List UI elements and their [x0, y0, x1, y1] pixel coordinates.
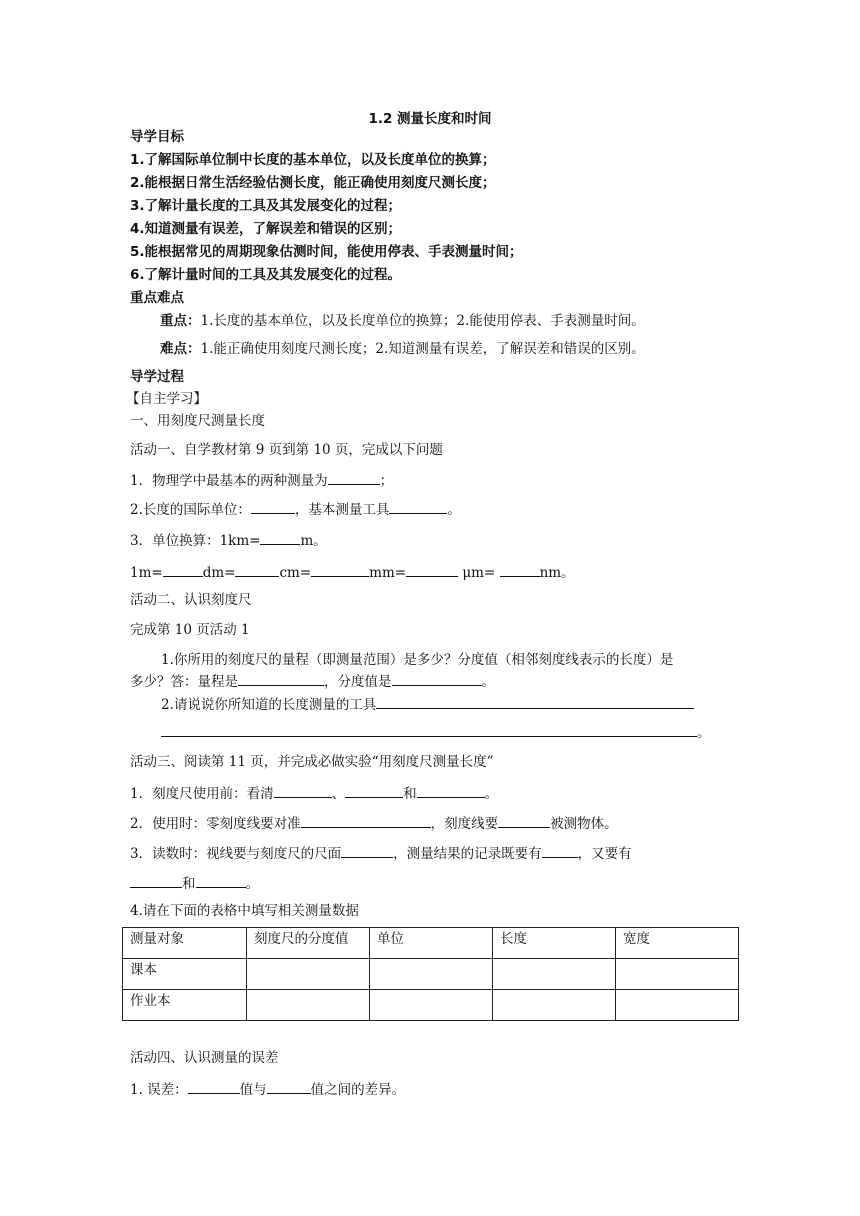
question-text: 2.长度的国际单位： — [130, 502, 251, 518]
question-text: nm。 — [539, 565, 575, 581]
answer-blank[interactable] — [130, 873, 182, 888]
answer-blank[interactable] — [238, 671, 324, 686]
question-text: 2．使用时：零刻度线要对准 — [130, 816, 301, 832]
table-cell: 作业本 — [123, 990, 247, 1021]
difficulty-label: 难点： — [160, 341, 201, 357]
question-text: 和 — [403, 786, 417, 802]
question-line — [130, 1079, 405, 1099]
question-text: dm= — [202, 565, 236, 581]
process-heading: 导学过程 — [130, 369, 184, 385]
table-header-cell: 长度 — [493, 928, 616, 959]
question-text: ，测量结果的记录既要有 — [393, 846, 542, 862]
answer-blank[interactable] — [341, 843, 393, 858]
answer-blank[interactable] — [328, 470, 380, 485]
table-row — [123, 959, 739, 990]
goal-item: 4.知道测量有误差，了解误差和错误的区别； — [130, 221, 402, 237]
table-header-cell: 测量对象 — [123, 928, 247, 959]
question-text: 多少？答：量程是 — [130, 674, 238, 690]
answer-blank[interactable] — [542, 843, 578, 858]
focus-text: 1.长度的基本单位，以及长度单位的换算；2.能使用停表、手表测量时间。 — [200, 313, 645, 329]
key-heading: 重点难点 — [130, 290, 184, 306]
question-text: 1. 误差： — [130, 1082, 188, 1098]
question-text: ； — [379, 473, 394, 489]
question-text: 3．单位换算：1km= — [130, 533, 261, 549]
answer-blank[interactable] — [188, 1079, 240, 1094]
activity-title: 活动三、阅读第 11 页，并完成必做实验“用刻度尺测量长度” — [130, 754, 494, 770]
activity-subtitle: 完成第 10 页活动 1 — [130, 622, 250, 638]
answer-blank[interactable] — [345, 783, 403, 798]
answer-blank[interactable] — [251, 499, 295, 514]
question-text: 。 — [484, 786, 499, 802]
answer-blank[interactable] — [161, 722, 697, 737]
difficulty-text: 1.能正确使用刻度尺测长度；2.知道测量有误差，了解误差和错误的区别。 — [200, 341, 645, 357]
answer-blank[interactable] — [274, 783, 332, 798]
activity-title: 活动二、认识刻度尺 — [130, 592, 252, 608]
answer-blank[interactable] — [235, 562, 279, 577]
question-text: ，基本测量工具 — [294, 502, 390, 518]
answer-blank[interactable] — [392, 671, 482, 686]
answer-blank[interactable] — [267, 1079, 311, 1094]
question-text: 。 — [697, 725, 711, 741]
table-cell[interactable] — [616, 990, 739, 1021]
focus-line — [160, 312, 645, 330]
question-text: ，分度值是 — [324, 674, 392, 690]
question-line — [130, 562, 575, 582]
table-header-cell: 宽度 — [616, 928, 739, 959]
answer-blank[interactable] — [417, 783, 485, 798]
answer-blank[interactable] — [301, 813, 431, 828]
table-cell: 课本 — [123, 959, 247, 990]
question-line — [161, 722, 711, 742]
table-header-cell: 刻度尺的分度值 — [247, 928, 370, 959]
table-cell[interactable] — [493, 959, 616, 990]
answer-blank[interactable] — [311, 562, 369, 577]
question-text: 。 — [481, 674, 495, 690]
table-cell[interactable] — [616, 959, 739, 990]
question-text: 1．物理学中最基本的两种测量为 — [130, 473, 328, 489]
table-header-cell: 单位 — [370, 928, 493, 959]
question-text: ，刻度线要 — [430, 816, 499, 832]
activity-title: 活动四、认识测量的误差 — [130, 1050, 279, 1066]
question-line — [130, 530, 327, 550]
table-header-row — [123, 928, 739, 959]
goal-item: 6.了解计量时间的工具及其发展变化的过程。 — [130, 267, 402, 283]
question-text: 2.请说说你所知道的长度测量的工具 — [161, 697, 377, 713]
question-line — [130, 783, 498, 803]
table-cell[interactable] — [370, 990, 493, 1021]
question-line — [161, 694, 694, 714]
goals-heading: 导学目标 — [130, 129, 184, 145]
activity-title: 活动一、自学教材第 9 页到第 10 页，完成以下问题 — [130, 442, 443, 458]
question-text: cm= — [279, 565, 312, 581]
question-text: μm= — [458, 565, 500, 581]
focus-label: 重点： — [160, 313, 201, 329]
answer-blank[interactable] — [376, 694, 694, 709]
answer-blank[interactable] — [260, 530, 300, 545]
answer-blank[interactable] — [389, 499, 447, 514]
page-title: 1.2 测量长度和时间 — [368, 111, 492, 127]
table-cell[interactable] — [493, 990, 616, 1021]
question-line: 1.你所用的刻度尺的量程（即测量范围）是多少？分度值（相邻刻度线表示的长度）是 — [161, 652, 674, 668]
answer-blank[interactable] — [163, 562, 203, 577]
question-line: 4.请在下面的表格中填写相关测量数据 — [130, 903, 359, 919]
section-heading: 一、用刻度尺测量长度 — [130, 413, 265, 429]
question-text: 值与 — [239, 1082, 267, 1098]
answer-blank[interactable] — [406, 562, 458, 577]
question-text: 被测物体。 — [550, 816, 618, 832]
answer-blank[interactable] — [500, 562, 540, 577]
goal-item: 3.了解计量长度的工具及其发展变化的过程； — [130, 198, 402, 214]
self-study-heading: 【自主学习】 — [126, 391, 207, 407]
goal-item: 2.能根据日常生活经验估测长度，能正确使用刻度尺测长度； — [130, 175, 496, 191]
table-cell[interactable] — [247, 990, 370, 1021]
question-text: 、 — [331, 786, 346, 802]
question-text: ，又要有 — [577, 846, 632, 862]
question-text: 。 — [245, 876, 259, 892]
table-row — [123, 990, 739, 1021]
question-text: 。 — [447, 502, 461, 518]
answer-blank[interactable] — [196, 873, 246, 888]
question-line — [130, 499, 461, 519]
difficulty-line — [160, 340, 645, 358]
question-line — [130, 470, 393, 490]
goal-item: 1.了解国际单位制中长度的基本单位，以及长度单位的换算； — [130, 152, 496, 168]
question-text: 3．读数时：视线要与刻度尺的尺面 — [130, 846, 342, 862]
question-text: 1m= — [130, 565, 163, 581]
question-line — [130, 671, 495, 691]
measurement-table — [122, 927, 739, 1021]
question-line — [130, 873, 259, 893]
question-text: 值之间的差异。 — [310, 1082, 406, 1098]
question-text: 1．刻度尺使用前：看清 — [130, 786, 274, 802]
answer-blank[interactable] — [498, 813, 550, 828]
table-cell[interactable] — [370, 959, 493, 990]
question-text: 和 — [182, 876, 196, 892]
question-line — [130, 843, 632, 863]
question-text: m。 — [300, 533, 327, 549]
goal-item: 5.能根据常见的周期现象估测时间，能使用停表、手表测量时间； — [130, 244, 523, 260]
question-text: mm= — [369, 565, 407, 581]
question-line — [130, 813, 618, 833]
table-cell[interactable] — [247, 959, 370, 990]
